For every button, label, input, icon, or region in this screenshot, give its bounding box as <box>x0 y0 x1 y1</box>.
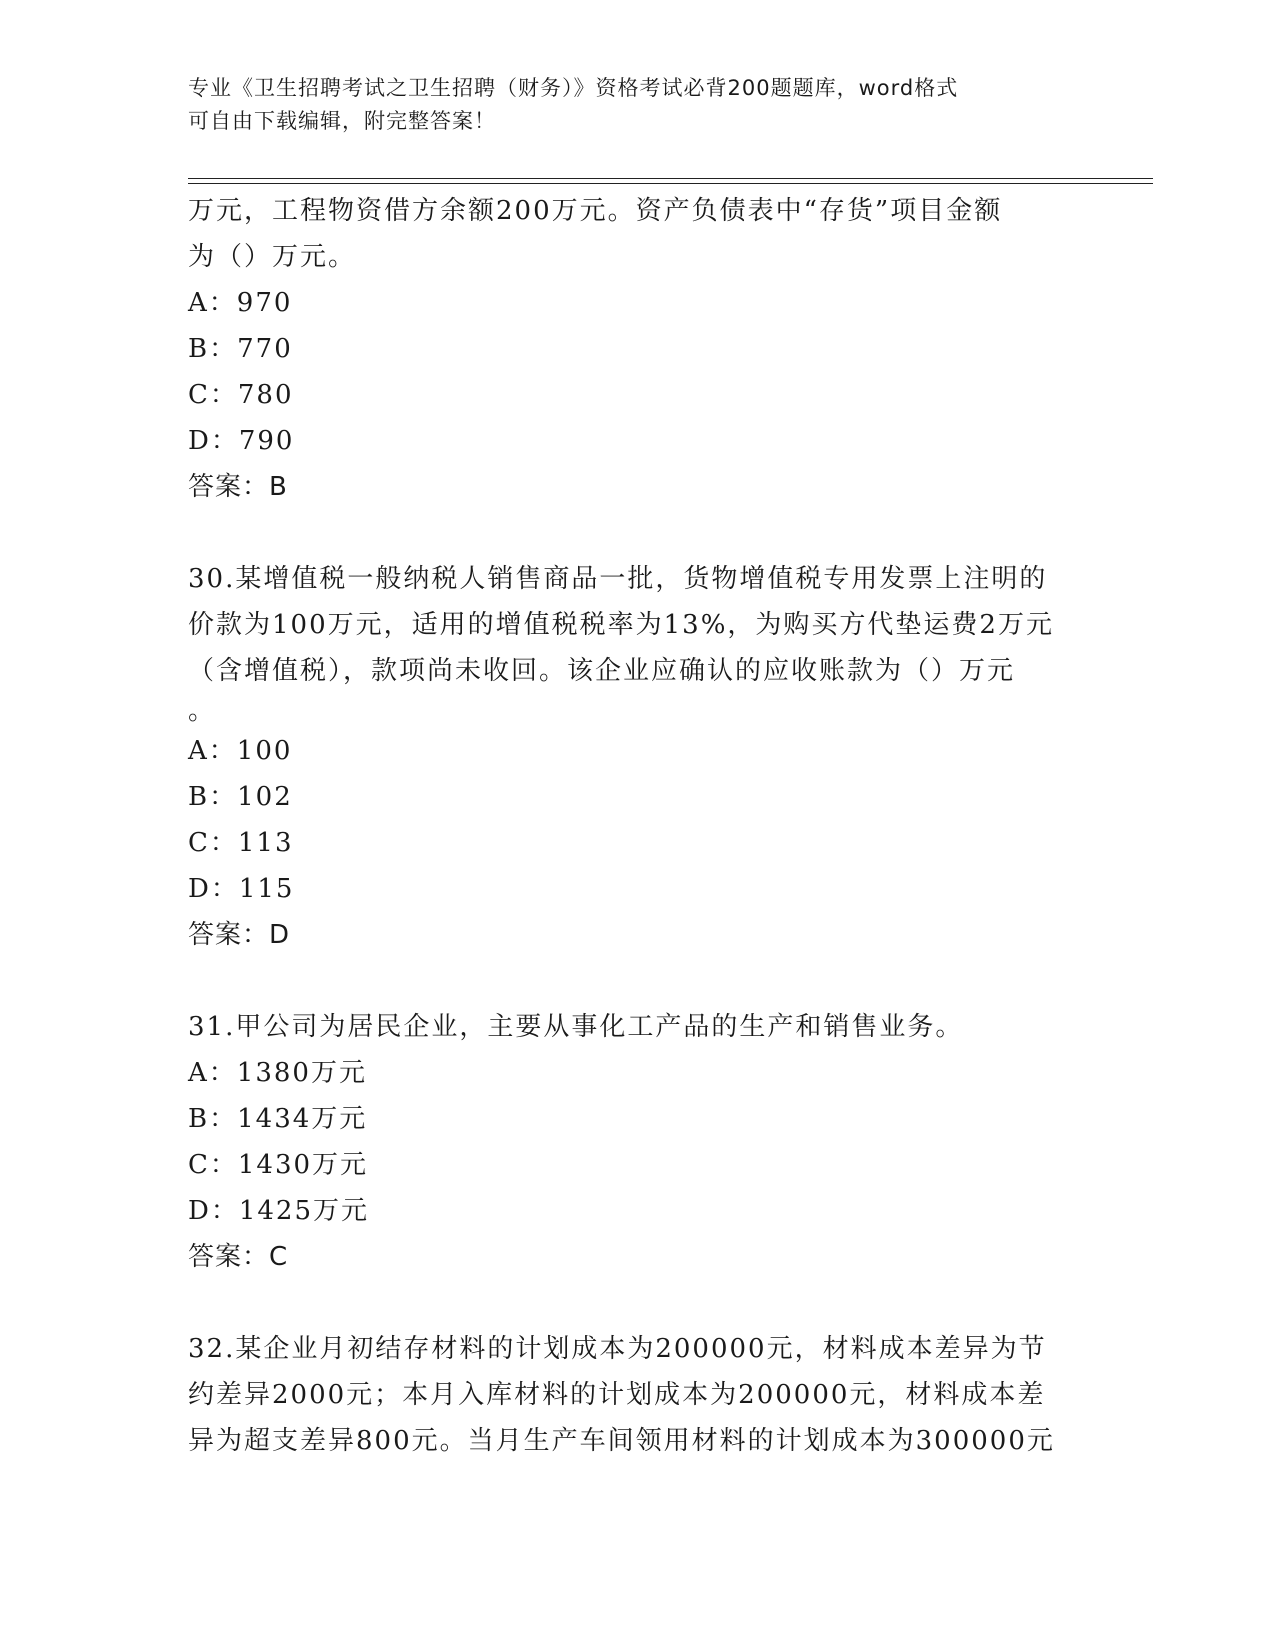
answer-line: 答案：C <box>188 1242 289 1272</box>
header-divider-bottom <box>188 183 1153 184</box>
option-b: B：770 <box>188 334 293 364</box>
spacer <box>188 510 1088 556</box>
option-c: C：113 <box>188 828 294 858</box>
question-block-30 <box>188 556 1088 958</box>
question-stem-line: （含增值税），款项尚未收回。该企业应确认的应收账款为（）万元 <box>188 656 1016 686</box>
header-title-line-1: 专业《卫生招聘考试之卫生招聘（财务）》资格考试必背200题题库，word格式 <box>188 76 959 100</box>
question-block-prev <box>188 188 1088 510</box>
option-d: D：790 <box>188 426 295 456</box>
option-b: B：102 <box>188 782 293 812</box>
question-stem-line: 31.甲公司为居民企业，主要从事化工产品的生产和销售业务。 <box>188 1012 964 1042</box>
document-body <box>188 188 1088 1464</box>
question-stem-line: 约差异2000元；本月入库材料的计划成本为200000元，材料成本差 <box>188 1380 1046 1410</box>
option-a: A：100 <box>188 736 293 766</box>
spacer <box>188 958 1088 1004</box>
option-c: C：780 <box>188 380 294 410</box>
question-block-31 <box>188 1004 1088 1280</box>
question-stem-line: 。 <box>188 696 217 726</box>
option-c: C：1430万元 <box>188 1150 369 1180</box>
question-stem-line: 32.某企业月初结存材料的计划成本为200000元，材料成本差异为节 <box>188 1334 1047 1364</box>
option-b: B：1434万元 <box>188 1104 368 1134</box>
question-block-32 <box>188 1326 1088 1464</box>
document-header <box>188 72 1088 138</box>
question-stem-line: 为（）万元。 <box>188 242 357 272</box>
question-stem-line: 30.某增值税一般纳税人销售商品一批，货物增值税专用发票上注明的 <box>188 564 1048 594</box>
option-d: D：1425万元 <box>188 1196 370 1226</box>
option-a: A：1380万元 <box>188 1058 367 1088</box>
question-stem-line: 万元，工程物资借方余额200万元。资产负债表中“存货”项目金额 <box>188 196 1003 226</box>
question-stem-line: 异为超支差异800元。当月生产车间领用材料的计划成本为300000元 <box>188 1426 1055 1456</box>
answer-line: 答案：B <box>188 472 288 502</box>
question-stem-line: 价款为100万元，适用的增值税税率为13%，为购买方代垫运费2万元 <box>188 610 1054 640</box>
spacer <box>188 1280 1088 1326</box>
header-title-line-2: 可自由下载编辑，附完整答案！ <box>188 109 496 133</box>
header-divider-top <box>188 178 1153 179</box>
answer-line: 答案：D <box>188 920 291 950</box>
option-a: A：970 <box>188 288 293 318</box>
option-d: D：115 <box>188 874 295 904</box>
